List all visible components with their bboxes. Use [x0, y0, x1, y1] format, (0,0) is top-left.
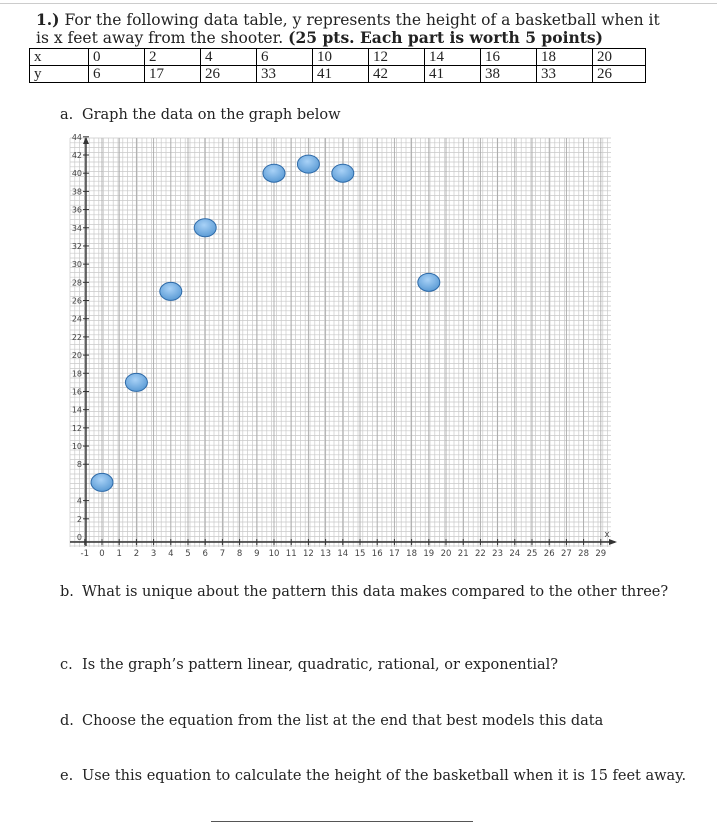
table-cell: 41 [313, 66, 369, 83]
y-tick-label: 28 [71, 278, 82, 288]
table-cell: 2 [145, 49, 201, 66]
y-tick-label: 16 [71, 387, 82, 397]
table-cell: 18 [537, 49, 593, 66]
y-tick-label: 26 [71, 296, 82, 306]
table-cell: 0 [89, 49, 145, 66]
x-axis-arrow-icon [609, 539, 617, 545]
y-tick-label-zero: 0 [76, 533, 82, 542]
x-tick-label: 23 [492, 549, 504, 559]
table-cell: 10 [313, 49, 369, 66]
data-point [418, 273, 440, 291]
x-tick-label: 4 [168, 549, 174, 559]
y-tick-label: 8 [76, 460, 82, 470]
y-tick-label: 24 [71, 314, 82, 324]
table-cell: 4 [201, 49, 257, 66]
x-tick-label: 1 [116, 549, 122, 559]
table-cell: 33 [257, 66, 313, 83]
x-tick-label: 11 [285, 549, 297, 559]
y-tick-label: 14 [71, 405, 82, 415]
data-point [332, 164, 354, 182]
y-tick-label: 38 [71, 187, 82, 197]
y-tick-label: 12 [71, 423, 82, 433]
y-tick-label: 44 [71, 132, 82, 142]
part-e-label: e. [60, 768, 74, 784]
y-tick-label: 22 [71, 332, 82, 342]
x-tick-label: 12 [302, 549, 314, 559]
x-tick-label: 5 [185, 549, 191, 559]
x-tick-label: 26 [543, 549, 555, 559]
data-point [91, 473, 113, 491]
y-tick-label: 36 [71, 205, 82, 215]
table-row-label-y: y [30, 66, 89, 83]
part-a-text: Graph the data on the graph below [82, 107, 341, 123]
y-tick-label: 40 [71, 169, 82, 179]
x-tick-label: 8 [236, 549, 243, 559]
x-tick-label: 15 [354, 549, 366, 559]
table-cell: 26 [201, 66, 257, 83]
y-tick-label: 42 [71, 151, 82, 160]
data-point [263, 164, 285, 182]
x-tick-label: -1 [80, 549, 90, 559]
part-c-label: c. [60, 657, 73, 673]
x-tick-label: 16 [371, 549, 383, 559]
x-tick-label: 20 [440, 549, 452, 559]
x-tick-label: 22 [474, 549, 486, 559]
y-tick-label: 2 [76, 514, 82, 524]
x-tick-label: 14 [337, 549, 349, 559]
x-tick-label: 28 [578, 549, 590, 559]
x-tick-label: 21 [457, 549, 469, 559]
table-cell: 12 [369, 49, 425, 66]
table-cell: 6 [257, 49, 313, 66]
data-point [160, 282, 182, 300]
x-tick-label: 24 [509, 549, 521, 559]
x-tick-label: 7 [219, 549, 226, 559]
x-tick-label: 0 [99, 549, 105, 559]
table-cell: 14 [425, 49, 481, 66]
x-tick-label: 10 [268, 549, 280, 559]
part-b-text: What is unique about the pattern this data makes compared to the other three? [82, 584, 669, 600]
table-cell: 6 [89, 66, 145, 83]
table-cell: 16 [481, 49, 537, 66]
x-tick-label: 25 [526, 549, 538, 559]
table-cell: 41 [425, 66, 481, 83]
part-b [60, 583, 668, 601]
question-points: (25 pts. Each part is worth 5 points) [288, 28, 603, 47]
x-tick-label: 9 [254, 549, 260, 559]
x-tick-label: 19 [423, 549, 435, 559]
x-tick-label: 18 [406, 549, 418, 559]
table-cell: 20 [593, 49, 646, 66]
question-number: 1.) [36, 10, 60, 29]
x-tick-label: 29 [595, 549, 607, 559]
table-cell: 17 [145, 66, 201, 83]
y-tick-label: 32 [71, 241, 82, 251]
data-point [194, 219, 216, 237]
y-tick-label: 4 [76, 496, 82, 506]
part-e [60, 767, 686, 785]
x-tick-label: 6 [202, 549, 208, 559]
x-tick-label: 13 [320, 549, 332, 559]
y-tick-label: 30 [71, 260, 82, 270]
part-b-label: b. [60, 584, 74, 600]
part-d-label: d. [60, 713, 74, 729]
part-a-label: a. [60, 107, 74, 123]
part-d-text: Choose the equation from the list at the end that best models this data [82, 713, 604, 729]
part-c-text: Is the graph’s pattern linear, quadratic, rational, or exponential? [82, 657, 559, 673]
table-cell: 26 [593, 66, 646, 83]
x-tick-label: 2 [133, 549, 140, 559]
x-tick-label: 27 [560, 549, 572, 559]
x-tick-label: 3 [150, 549, 157, 559]
part-d [60, 712, 603, 730]
answer-line[interactable] [211, 821, 473, 822]
question-text: For the following data table, y represents the height of a basketball when it is x feet away from the shooter. [36, 11, 660, 47]
y-tick-label: 34 [71, 223, 82, 233]
x-axis-label: x [604, 530, 610, 540]
table-row-label-x: x [30, 49, 89, 66]
y-tick-label: 18 [71, 369, 82, 379]
data-point [297, 155, 319, 173]
data-point [125, 373, 147, 391]
y-tick-label: 10 [71, 442, 82, 452]
part-c [60, 656, 558, 674]
x-tick-label: 17 [388, 549, 400, 559]
table-cell: 42 [369, 66, 425, 83]
y-tick-label: 20 [71, 351, 82, 361]
table-cell: 38 [481, 66, 537, 83]
part-e-text: Use this equation to calculate the height of the basketball when it is 15 feet away. [82, 768, 687, 784]
table-cell: 33 [537, 66, 593, 83]
